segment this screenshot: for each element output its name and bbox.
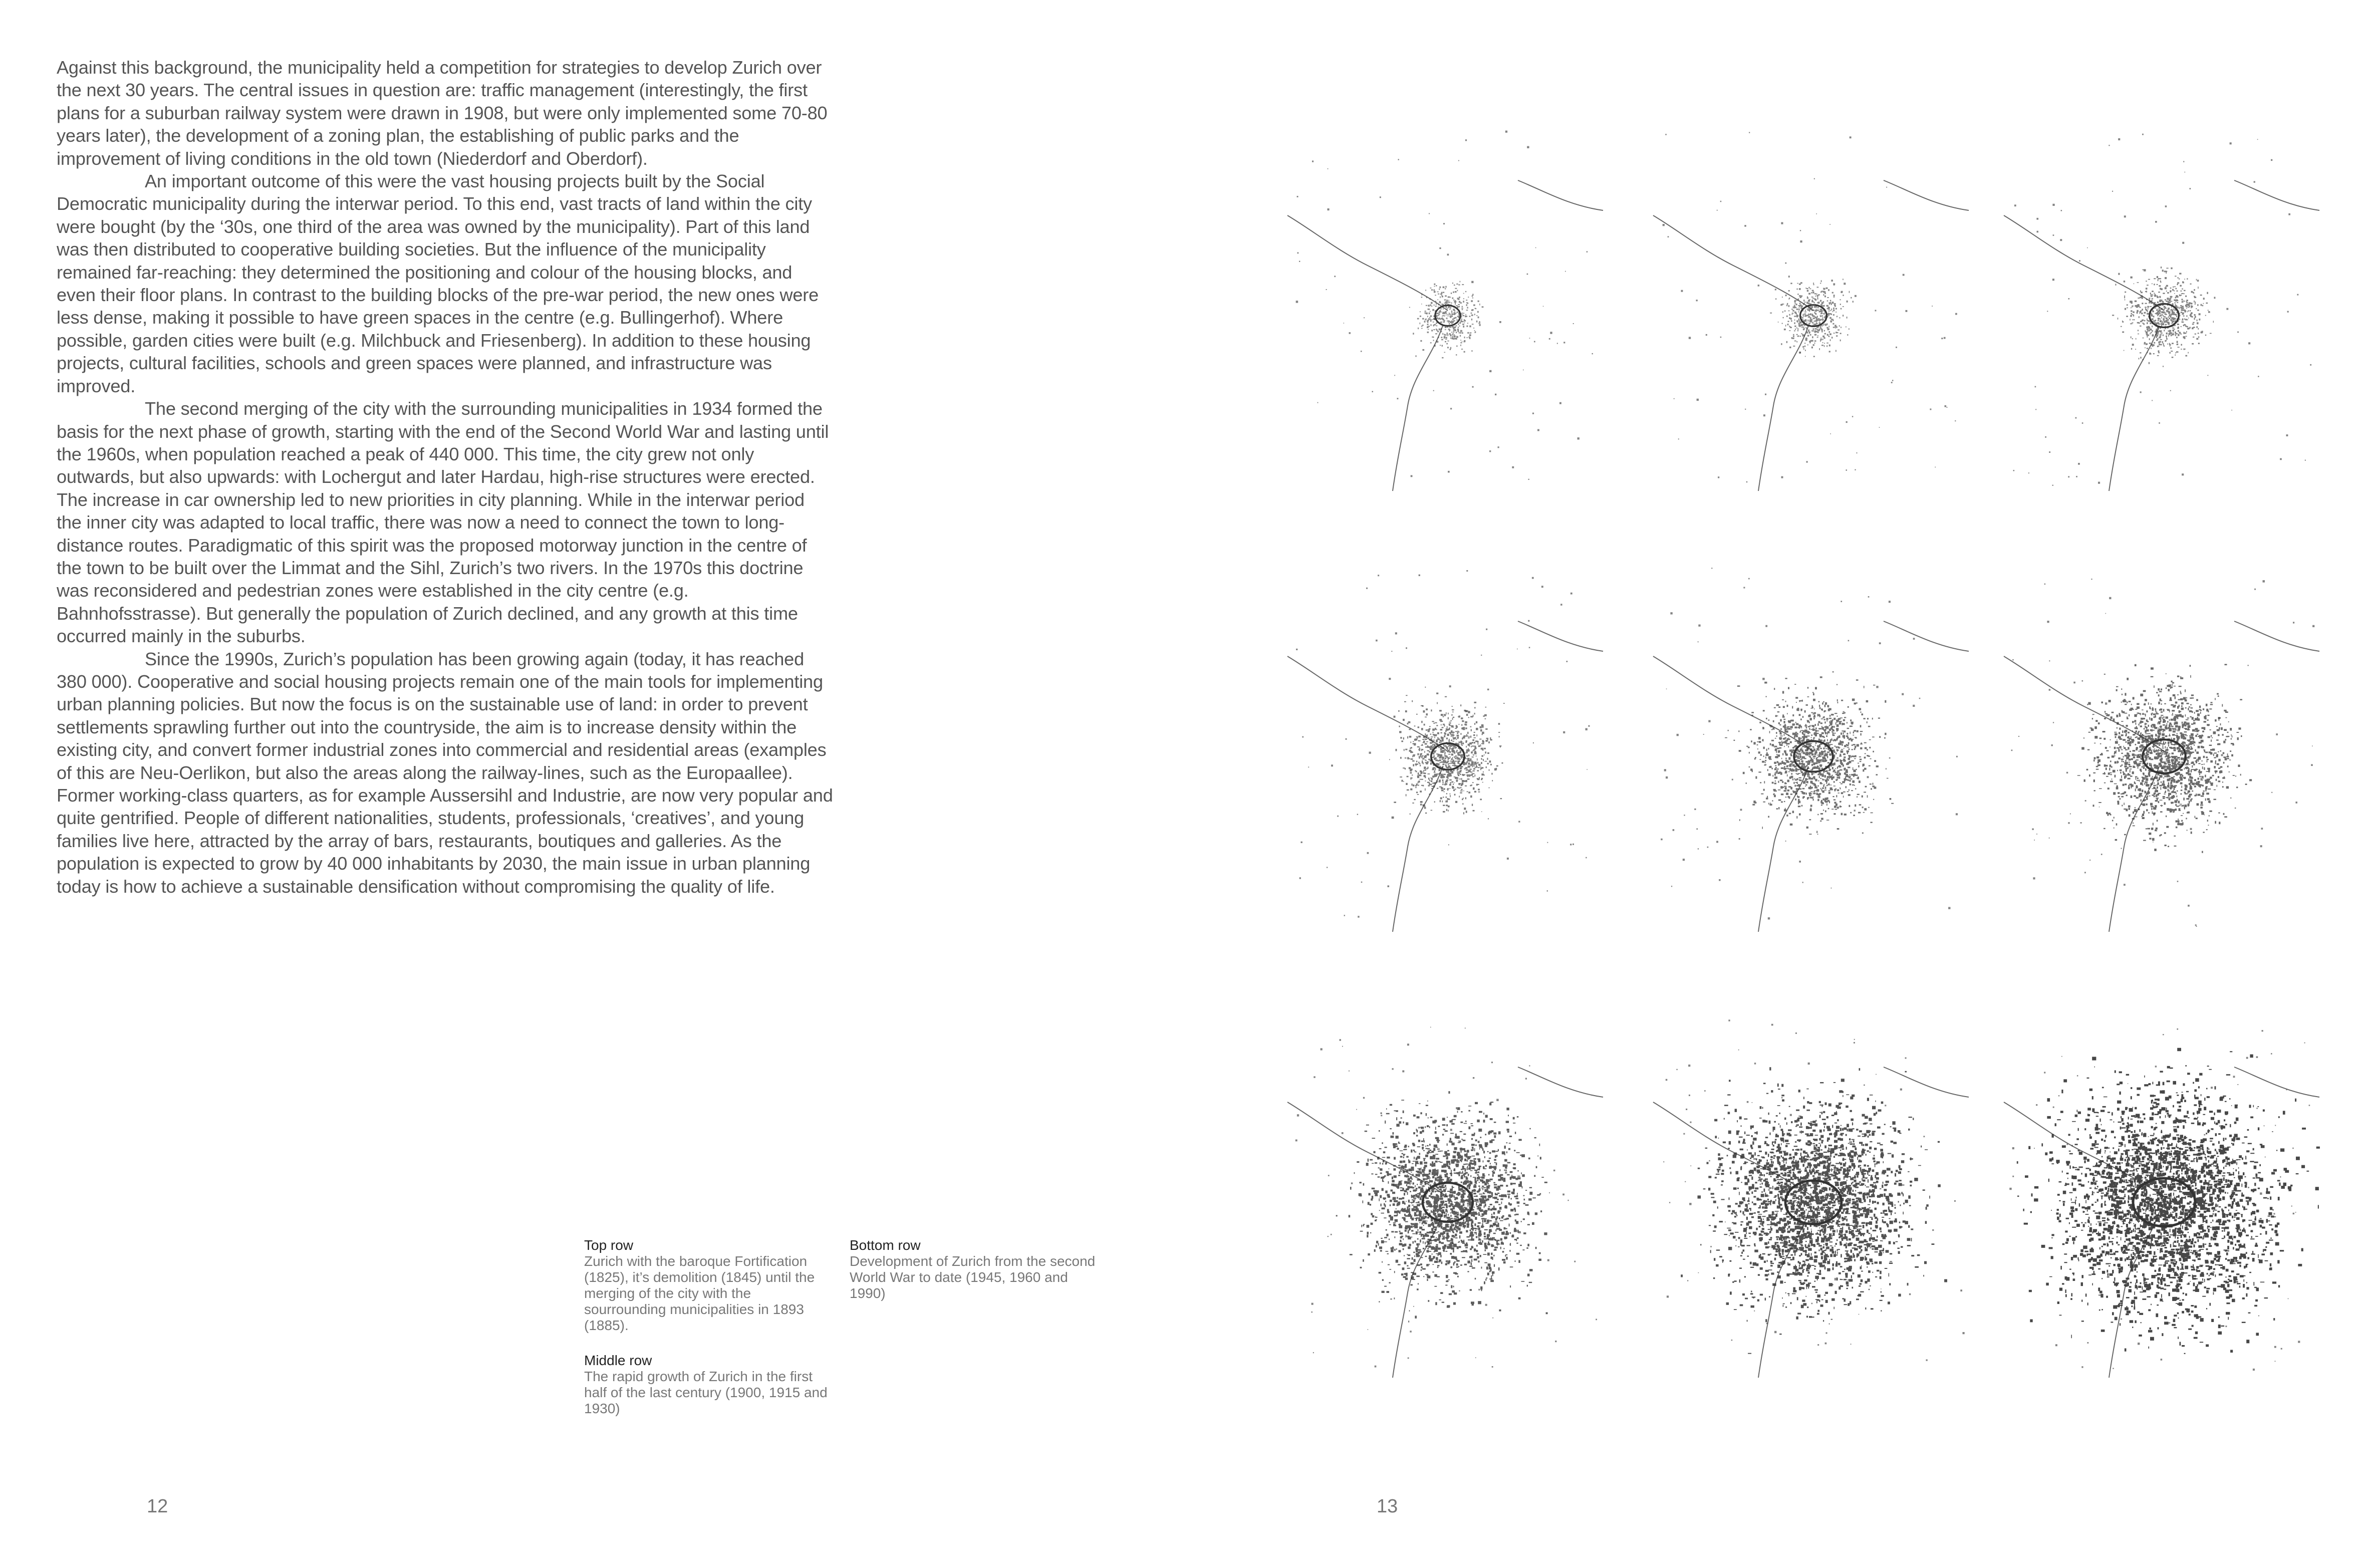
city-growth-map <box>1999 1002 2324 1383</box>
city-growth-map <box>1648 115 1974 496</box>
caption-middle-title: Middle row <box>584 1353 652 1368</box>
caption-top-title: Top row <box>584 1237 634 1253</box>
caption-bottom-title: Bottom row <box>850 1237 921 1253</box>
caption-middle-text: The rapid growth of Zurich in the first half of the last century (1900, 1915 and 1930) <box>584 1369 828 1416</box>
caption-bottom-text: Development of Zurich from the second World War to date (1945, 1960 and 1990) <box>850 1253 1096 1301</box>
page-number-left: 12 <box>147 1496 168 1517</box>
page-number-right: 13 <box>1377 1496 1398 1517</box>
paragraph-1: Against this background, the municipality held a competition for strategies to develop Zurich over the next 30 years. The central issues in question are: traffic management (interestingly, the first plans for a suburban railway system were drawn in 1908, but were only implemented some 70-80 years later), the development of a zoning plan, the establishing of public parks and the improvement of living conditions in the old town (Niederdorf and Oberdorf). <box>57 57 828 169</box>
city-growth-map <box>1282 1002 1608 1383</box>
city-growth-map <box>1282 115 1608 496</box>
city-growth-map <box>1282 556 1608 937</box>
city-growth-map <box>1999 115 2324 496</box>
city-growth-map <box>1648 556 1974 937</box>
city-growth-map <box>1999 556 2324 937</box>
paragraph-3: The second merging of the city with the surrounding municipalities in 1934 formed the basis for the next phase of growth, starting with the end of the Second World War and lasting until the 1960s, when population reached a peak of 440 000. This time, the city grew not only outwards, but also upwards: with Lochergut and later Hardau, high-rise structures were erected. The increase in car ownership led to new priorities in city planning. While in the interwar period the inner city was adapted to local traffic, there was now a need to connect the town to long-distance routes. Paradigmatic of this spirit was the proposed motorway junction in the centre of the town to be built over the Limmat and the Sihl, Zurich’s two rivers. In the 1970s this doctrine was reconsidered and pedestrian zones were established in the city centre (e.g. Bahnhofsstrasse). But generally the population of Zurich declined, and any growth at this time occurred mainly in the suburbs. <box>57 398 829 647</box>
city-growth-map <box>1648 1002 1974 1383</box>
caption-top-text: Zurich with the baroque Fortification (1825), it’s demolition (1845) until the merging of the city with the sourrounding municipalities in 1893 (1885). <box>584 1253 815 1333</box>
paragraph-4: Since the 1990s, Zurich’s population has been growing again (today, it has reached 380 000). Cooperative and social housing projects remain one of the main tools for implementing urban planning policies. But now the focus is on the sustainable use of land: in order to prevent settlements sprawling further out into the countryside, the aim is to increase density within the existing city, and convert former industrial zones into commercial and residential areas (examples of this are Neu-Oerlikon, but also the areas along the railway-lines, such as the Europaallee). Former working-class quarters, as for example Aussersihl and Industrie, are now very popular and quite gentrified. People of different nationalities, students, professionals, ‘creatives’, and young families live here, attracted by the array of bars, restaurants, boutiques and galleries. As the population is expected to grow by 40 000 inhabitants by 2030, the main issue in urban planning today is how to achieve a sustainable densification without compromising the quality of life. <box>57 648 833 897</box>
paragraph-2: An important outcome of this were the vast housing projects built by the Social Democratic municipality during the interwar period. To this end, vast tracts of land within the city were bought (by the ‘30s, one third of the area was owned by the municipality). Part of this land was then distributed to cooperative building societies. But the influence of the municipality remained far-reaching: they determined the positioning and colour of the housing blocks, and even their floor plans. In contrast to the building blocks of the pre-war period, the new ones were less dense, making it possible to have green spaces in the centre (e.g. Bullingerhof). Where possible, garden cities were built (e.g. Milchbuck and Friesenberg). In addition to these housing projects, cultural facilities, schools and green spaces were planned, and infrastructure was improved. <box>57 171 819 396</box>
